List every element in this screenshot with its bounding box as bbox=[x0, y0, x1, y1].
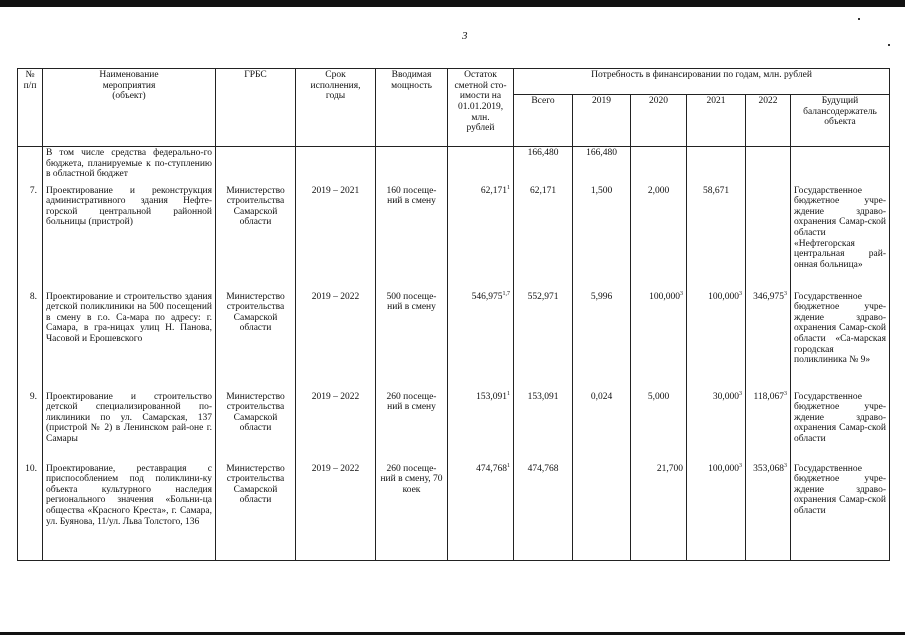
col-header-num: № п/п bbox=[18, 69, 43, 147]
row-remainder: 474,768$^1$ bbox=[448, 463, 514, 561]
row-num: 8. bbox=[18, 291, 43, 391]
row-2020 bbox=[631, 147, 687, 185]
row-2021: 30,000$^3$ bbox=[687, 391, 746, 463]
row-term: 2019 – 2022 bbox=[296, 291, 376, 391]
col-header-2021: 2021 bbox=[687, 95, 746, 147]
scan-speck bbox=[858, 18, 860, 20]
row-2021: 100,000$^3$ bbox=[687, 291, 746, 391]
col-header-remainder: Остаток сметной сто- имости на 01.01.2019, млн. рублей bbox=[448, 69, 514, 147]
row-2019 bbox=[573, 463, 631, 561]
row-2022: 353,068$^3$ bbox=[746, 463, 791, 561]
row-2022: 118,067$^3$ bbox=[746, 391, 791, 463]
row-remainder: 62,171$^1$ bbox=[448, 185, 514, 291]
row-holder: Государственное бюджетное учре-ждение здраво-охранения Самар-ской области bbox=[791, 391, 890, 463]
row-term: 2019 – 2022 bbox=[296, 463, 376, 561]
row-2020: 2,000 bbox=[631, 185, 687, 291]
col-header-funding-group: Потребность в финансировании по годам, млн. рублей bbox=[514, 69, 890, 95]
row-name: Проектирование и реконструкция административного здания Нефте-горской центральной районной больницы (пристрой) bbox=[43, 185, 216, 291]
table-row bbox=[18, 147, 890, 185]
row-2020: 5,000 bbox=[631, 391, 687, 463]
row-total: 474,768 bbox=[514, 463, 573, 561]
row-2022 bbox=[746, 185, 791, 291]
row-holder bbox=[791, 147, 890, 185]
row-2019: 5,996 bbox=[573, 291, 631, 391]
col-header-2022: 2022 bbox=[746, 95, 791, 147]
row-name: Проектирование, реставрация с приспособлением под поликлини-ку объекта культурного наследия регионального значения «Больни-ца общества «Красного Креста», г. Самара, ул. Буянова, 11/ул. Льва Толстого, 136 bbox=[43, 463, 216, 561]
table-row bbox=[18, 391, 890, 463]
row-grbs: Министерство строительства Самарской области bbox=[216, 185, 296, 291]
row-capacity: 260 посеще-ний в смену bbox=[376, 391, 448, 463]
row-2021: 100,000$^3$ bbox=[687, 463, 746, 561]
row-remainder: 546,975$^{1,7}$ bbox=[448, 291, 514, 391]
col-header-holder: Будущий балансодержатель объекта bbox=[791, 95, 890, 147]
row-2020: 100,000$^3$ bbox=[631, 291, 687, 391]
scan-speck bbox=[888, 44, 890, 46]
table-row bbox=[18, 185, 890, 291]
row-capacity: 260 посеще-ний в смену, 70 коек bbox=[376, 463, 448, 561]
row-total: 62,171 bbox=[514, 185, 573, 291]
col-header-total: Всего bbox=[514, 95, 573, 147]
row-holder: Государственное бюджетное учре-ждение здраво-охранения Самар-ской области «Са-марская городская поликлиника № 9» bbox=[791, 291, 890, 391]
row-name: Проектирование и строительство детской специализированной по-ликлиники по ул. Самарская, 137 (пристрой № 2) в Ленинском рай-оне г. Самары bbox=[43, 391, 216, 463]
row-grbs: Министерство строительства Самарской области bbox=[216, 391, 296, 463]
row-term: 2019 – 2021 bbox=[296, 185, 376, 291]
row-remainder bbox=[448, 147, 514, 185]
row-total: 166,480 bbox=[514, 147, 573, 185]
row-total: 552,971 bbox=[514, 291, 573, 391]
row-capacity bbox=[376, 147, 448, 185]
row-term bbox=[296, 147, 376, 185]
col-header-2020: 2020 bbox=[631, 95, 687, 147]
row-2021 bbox=[687, 147, 746, 185]
row-num: 7. bbox=[18, 185, 43, 291]
row-2019: 1,500 bbox=[573, 185, 631, 291]
row-name: Проектирование и строительство здания детской поликлиники на 500 посещений в смену в г.о. Са-мара по адресу: г. Самара, в гра-ницах улиц Н. Панова, Часовой и Ерошевского bbox=[43, 291, 216, 391]
row-2022 bbox=[746, 147, 791, 185]
row-num bbox=[18, 147, 43, 185]
row-2019: 166,480 bbox=[573, 147, 631, 185]
row-num: 9. bbox=[18, 391, 43, 463]
row-grbs bbox=[216, 147, 296, 185]
row-num: 10. bbox=[18, 463, 43, 561]
row-2019: 0,024 bbox=[573, 391, 631, 463]
row-capacity: 500 посеще-ний в смену bbox=[376, 291, 448, 391]
col-header-capacity: Вводимая мощность bbox=[376, 69, 448, 147]
page-number: 3 bbox=[462, 30, 468, 42]
row-holder: Государственное бюджетное учре-ждение здраво-охранения Самар-ской области bbox=[791, 463, 890, 561]
col-header-2019: 2019 bbox=[573, 95, 631, 147]
row-2020: 21,700 bbox=[631, 463, 687, 561]
top-border-bar bbox=[0, 0, 905, 7]
row-holder: Государственное бюджетное учре-ждение здраво-охранения Самар-ской области «Нефтегорская центральная рай-онная больница» bbox=[791, 185, 890, 291]
row-name: В том числе средства федерально-го бюджета, планируемые к по-ступлению в областной бюджет bbox=[43, 147, 216, 185]
col-header-grbs: ГРБС bbox=[216, 69, 296, 147]
table-row bbox=[18, 463, 890, 561]
col-header-name: Наименование мероприятия (объект) bbox=[43, 69, 216, 147]
row-grbs: Министерство строительства Самарской области bbox=[216, 463, 296, 561]
col-header-term: Срок исполнения, годы bbox=[296, 69, 376, 147]
table-row bbox=[18, 291, 890, 391]
bottom-border-bar bbox=[0, 632, 905, 635]
row-term: 2019 – 2022 bbox=[296, 391, 376, 463]
funding-table bbox=[17, 68, 890, 561]
row-capacity: 160 посеще-ний в смену bbox=[376, 185, 448, 291]
row-grbs: Министерство строительства Самарской области bbox=[216, 291, 296, 391]
row-2022: 346,975$^3$ bbox=[746, 291, 791, 391]
row-total: 153,091 bbox=[514, 391, 573, 463]
row-2021: 58,671 bbox=[687, 185, 746, 291]
row-remainder: 153,091$^1$ bbox=[448, 391, 514, 463]
